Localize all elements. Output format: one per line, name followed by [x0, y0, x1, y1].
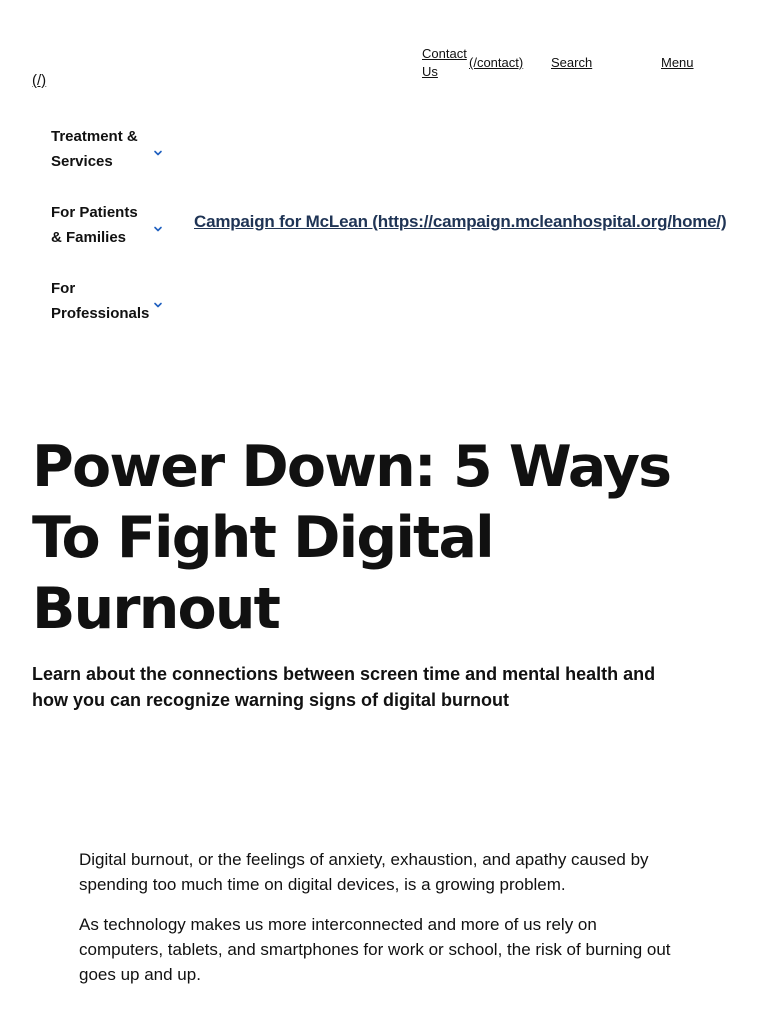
contact-us-href[interactable]: (/contact) [469, 55, 524, 70]
article-body [79, 847, 679, 1002]
article-paragraph: Digital burnout, or the feelings of anxiety, exhaustion, and apathy caused by spending too much time on digital devices, is a growing problem. [79, 850, 649, 894]
nav-item-patients-families[interactable] [51, 201, 171, 277]
nav-item-label: Treatment & Services [51, 128, 138, 170]
menu-link[interactable]: Menu [661, 55, 694, 70]
main-nav [51, 125, 181, 353]
utility-nav [422, 45, 722, 85]
home-link[interactable]: (/) [32, 72, 47, 89]
chevron-down-icon[interactable] [152, 147, 164, 159]
search-link[interactable]: Search [551, 55, 593, 70]
article-paragraph: As technology makes us more interconnected and more of us rely on computers, tablets, and smartphones for work or school, the risk of burning out goes up and up. [79, 915, 671, 984]
nav-item-professionals[interactable] [51, 277, 171, 353]
chevron-down-icon[interactable] [152, 223, 164, 235]
nav-item-treatment-services[interactable] [51, 125, 171, 201]
contact-us-link[interactable]: Contact Us [422, 46, 467, 79]
chevron-down-icon[interactable] [152, 299, 164, 311]
nav-item-label: For Patients & Families [51, 204, 138, 246]
campaign-link[interactable]: Campaign for McLean (https://campaign.mcleanhospital.org/home/) [194, 212, 727, 231]
page-subtitle: Learn about the connections between screen time and mental health and how you can recognize warning signs of digital burnout [32, 664, 656, 710]
page-title: Power Down: 5 Ways To Fight Digital Burnout [32, 434, 671, 642]
nav-item-label: For Professionals [51, 280, 150, 322]
